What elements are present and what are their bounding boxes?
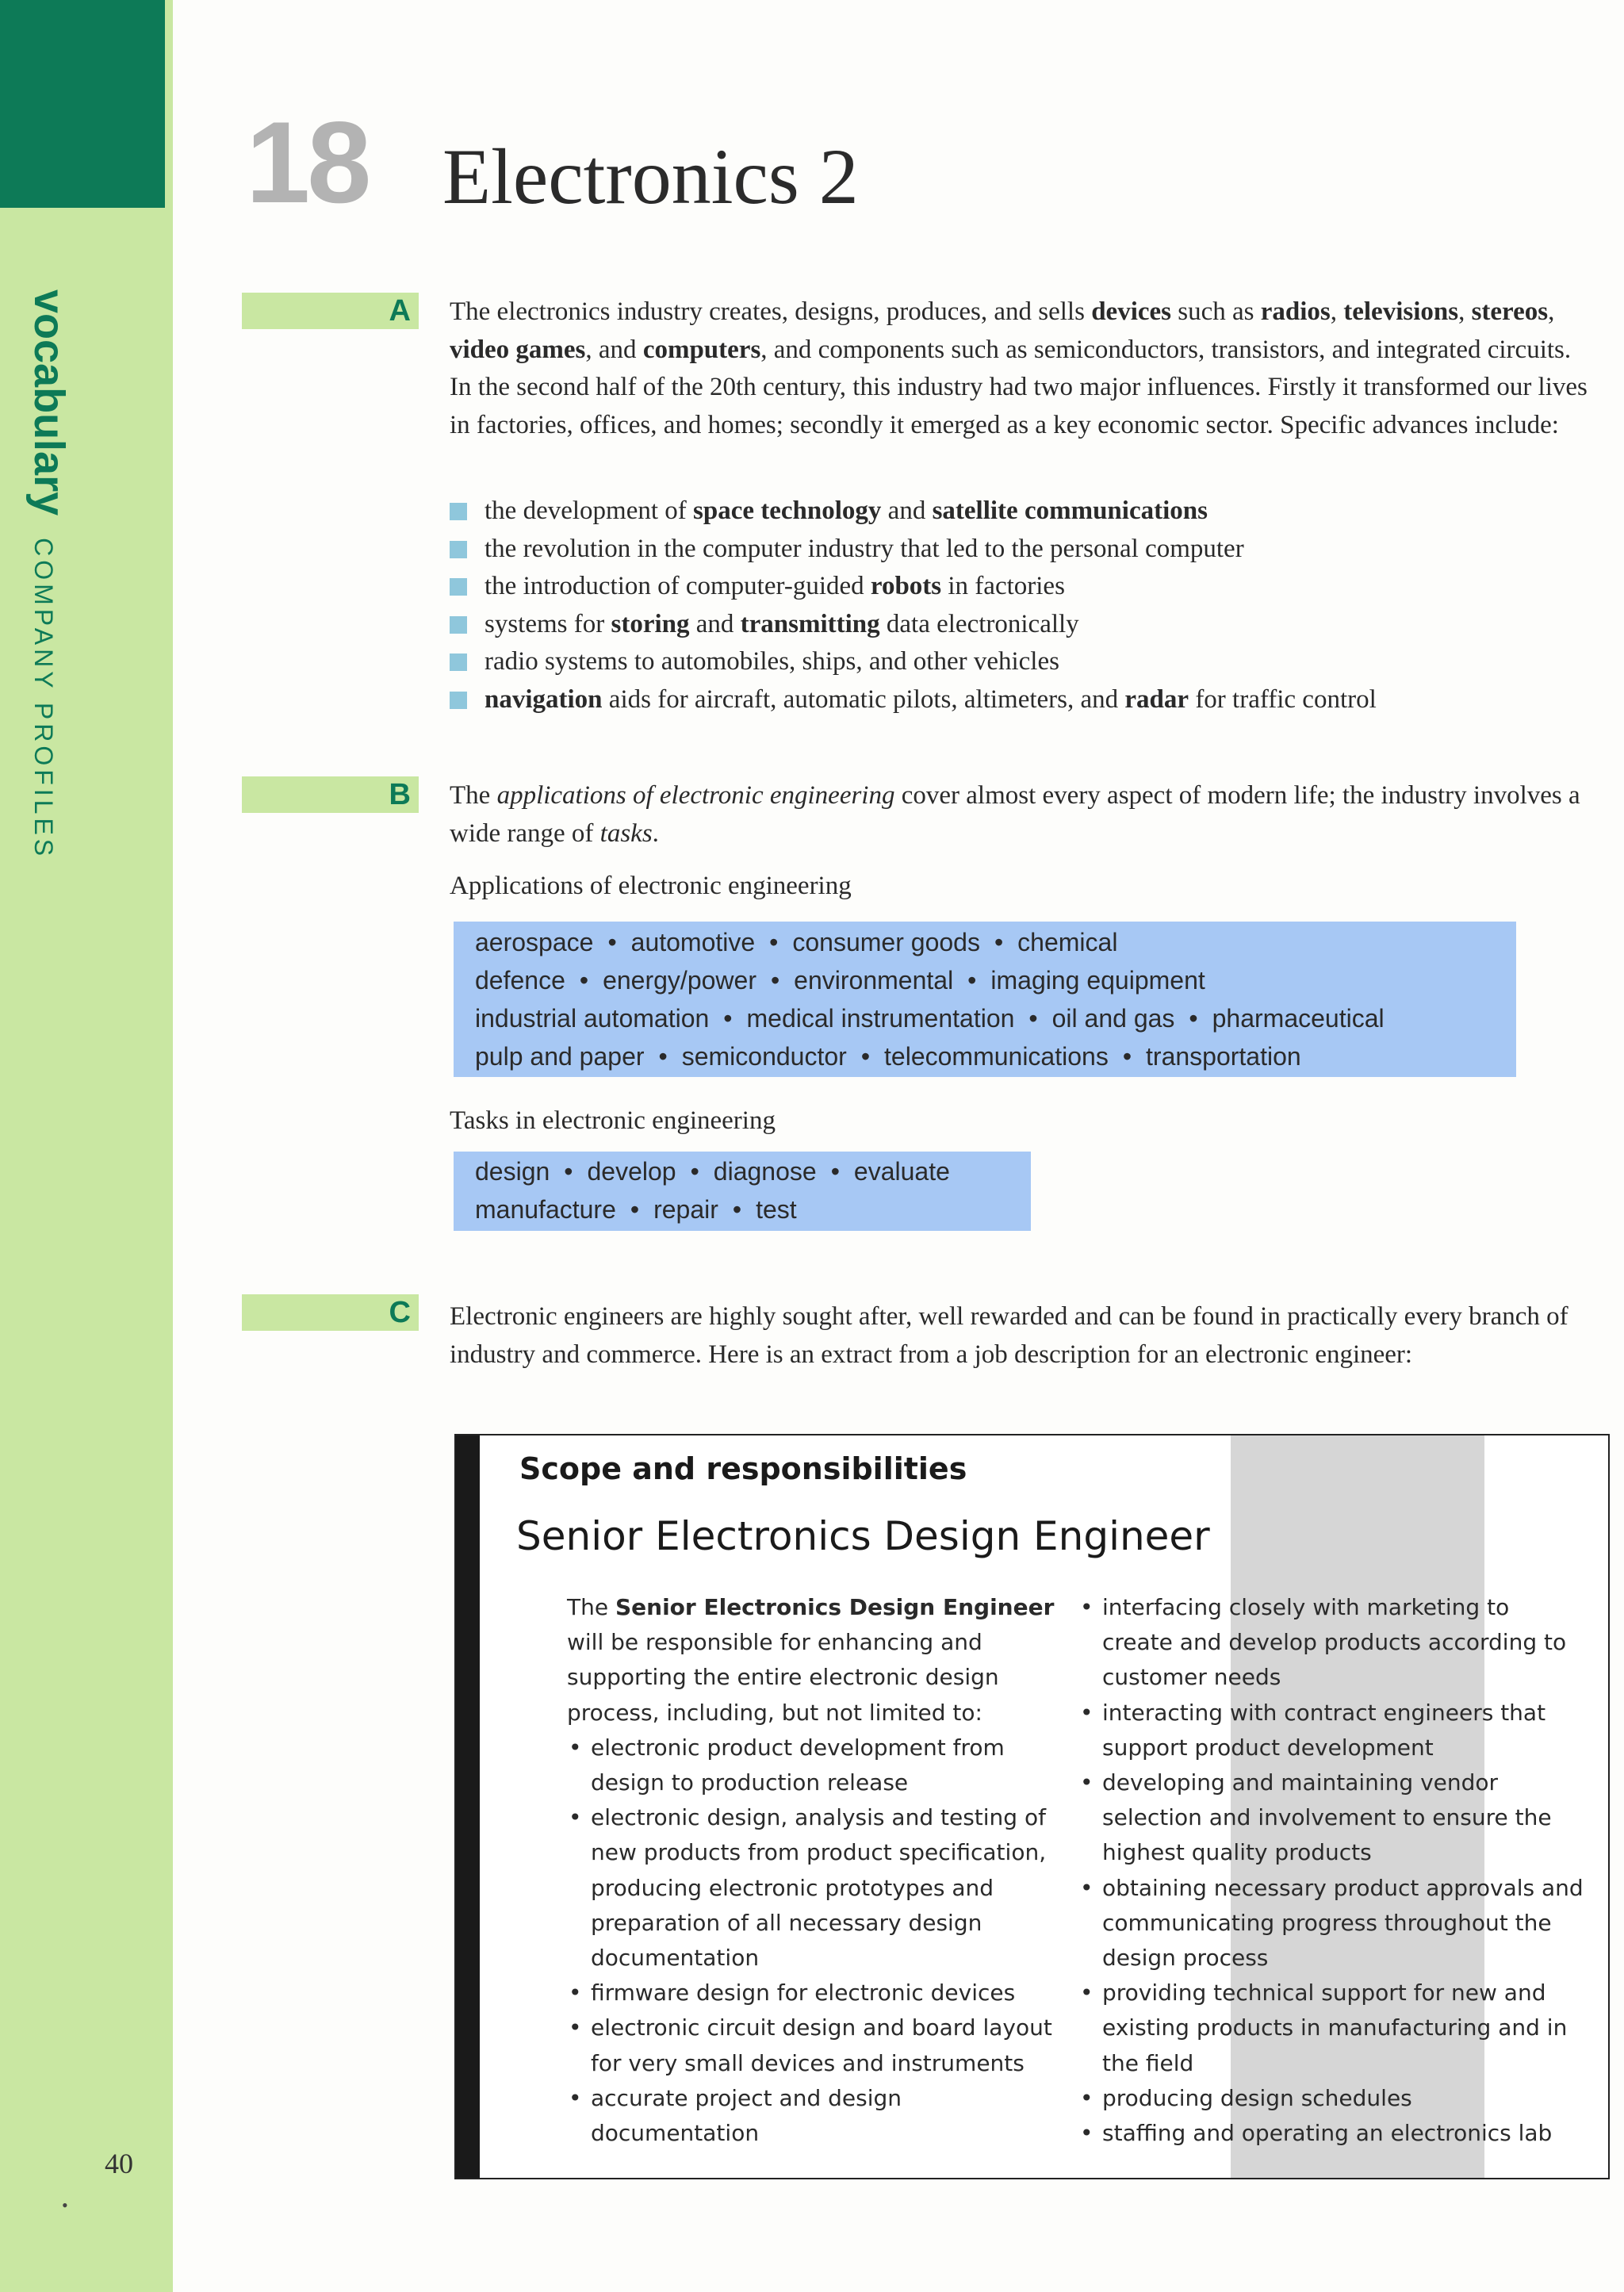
text-run: radio systems to automobiles, ships, and other vehicles bbox=[485, 647, 1059, 676]
text-run: , and bbox=[585, 335, 643, 364]
text-run: , and components such as semiconductors, transistors, and integrated circuits. In the second half of the 20th century, this industry had two major influences. Firstly it transformed our lives in factories, offices, and homes; secondly it emerged as a key economic sector. Specific advances include: bbox=[450, 335, 1588, 439]
bold-term: robots bbox=[870, 572, 942, 601]
application-row bbox=[475, 1037, 1516, 1075]
text-run: in factories bbox=[941, 572, 1065, 601]
print-speck: • bbox=[62, 2195, 68, 2215]
bullet-item bbox=[450, 643, 1377, 681]
section-a-bullets bbox=[450, 493, 1377, 719]
task-item: design bbox=[475, 1157, 550, 1186]
section-c-tab: C bbox=[242, 1294, 419, 1331]
text-run: aids for aircraft, automatic pilots, altimeters, and bbox=[602, 684, 1125, 714]
bold-term: video games bbox=[450, 335, 586, 364]
application-item: • oil and gas bbox=[1014, 1004, 1174, 1033]
bold-term: space technology bbox=[693, 496, 882, 525]
bullet-item bbox=[450, 681, 1377, 719]
bold-term: satellite communications bbox=[932, 496, 1208, 525]
responsibility-item: • producing design schedules bbox=[1078, 2081, 1586, 2116]
job-description-box bbox=[454, 1434, 1610, 2179]
section-b-text-2: cover almost every aspect of modern life; the industry involves a wide range of bbox=[450, 781, 1580, 848]
section-a-paragraph bbox=[450, 293, 1598, 444]
responsibility-item: • staffing and operating an electronics lab bbox=[1078, 2116, 1586, 2151]
task-item: • test bbox=[718, 1195, 797, 1224]
job-intro bbox=[567, 1590, 1059, 1730]
text-run: and bbox=[881, 496, 933, 525]
job-left-list bbox=[567, 1730, 1059, 2151]
bold-term: navigation bbox=[485, 684, 603, 714]
bullet-item bbox=[450, 531, 1377, 569]
application-item: • transportation bbox=[1109, 1042, 1301, 1071]
job-heading: Scope and responsibilities bbox=[519, 1451, 967, 1486]
job-right-list bbox=[1078, 1590, 1586, 2151]
task-item: • repair bbox=[616, 1195, 718, 1224]
task-item: • evaluate bbox=[817, 1157, 950, 1186]
text-run: , bbox=[1548, 297, 1555, 326]
tasks-heading: Tasks in electronic engineering bbox=[450, 1106, 776, 1135]
text-run: and bbox=[689, 609, 741, 638]
application-item: • chemical bbox=[980, 928, 1117, 956]
task-item: • diagnose bbox=[676, 1157, 817, 1186]
text-run: for traffic control bbox=[1189, 684, 1377, 714]
job-right-column bbox=[1078, 1590, 1586, 2151]
bold-term: computers bbox=[642, 335, 761, 364]
section-b-italic-1: applications of electronic engineering bbox=[496, 781, 895, 810]
application-item: pulp and paper bbox=[475, 1042, 645, 1071]
bold-term: stereos bbox=[1471, 297, 1549, 326]
application-item: defence bbox=[475, 966, 565, 995]
application-item: • semiconductor bbox=[645, 1042, 847, 1071]
job-intro-end: will be responsible for enhancing and supporting the entire electronic design process, including, but not limited to: bbox=[567, 1629, 999, 1726]
job-intro-start: The bbox=[567, 1594, 615, 1620]
text-run: , bbox=[1330, 297, 1344, 326]
bold-term: storing bbox=[611, 609, 690, 638]
responsibility-item: • providing technical support for new and existing products in manufacturing and in the field bbox=[1078, 1976, 1586, 2081]
side-title-main: vocabulary bbox=[25, 289, 73, 516]
text-run: The electronics industry creates, designs, produces, and sells bbox=[450, 297, 1092, 326]
job-title: Senior Electronics Design Engineer bbox=[516, 1513, 1210, 1559]
section-b-italic-2: tasks bbox=[599, 818, 653, 848]
responsibility-item: • electronic circuit design and board layout for very small devices and instruments bbox=[567, 2010, 1059, 2080]
bullet-item bbox=[450, 568, 1377, 606]
section-b-text-1: The bbox=[450, 781, 497, 810]
applications-heading: Applications of electronic engineering bbox=[450, 872, 852, 900]
application-row bbox=[475, 961, 1516, 999]
side-title-sub: COMPANY PROFILES bbox=[29, 538, 58, 860]
responsibility-item: • firmware design for electronic devices bbox=[567, 1976, 1059, 2010]
application-item: industrial automation bbox=[475, 1004, 710, 1033]
bold-term: radar bbox=[1124, 684, 1189, 714]
section-b-tab: B bbox=[242, 776, 419, 813]
tasks-box bbox=[454, 1152, 1031, 1231]
bullet-item bbox=[450, 606, 1377, 644]
bold-term: televisions bbox=[1343, 297, 1459, 326]
applications-box bbox=[454, 922, 1516, 1077]
task-row bbox=[475, 1190, 1031, 1228]
text-run: the introduction of computer-guided bbox=[485, 572, 871, 601]
bold-term: radios bbox=[1260, 297, 1331, 326]
job-decor-bar bbox=[456, 1435, 480, 2178]
task-item: • develop bbox=[550, 1157, 676, 1186]
application-item: • telecommunications bbox=[847, 1042, 1109, 1071]
application-item: • automotive bbox=[593, 928, 755, 956]
side-title bbox=[25, 289, 74, 860]
application-item: aerospace bbox=[475, 928, 594, 956]
text-run: systems for bbox=[485, 609, 611, 638]
job-left-column bbox=[567, 1590, 1059, 2151]
job-intro-bold: Senior Electronics Design Engineer bbox=[615, 1594, 1055, 1620]
bullet-item bbox=[450, 493, 1377, 531]
responsibility-item: • developing and maintaining vendor selection and involvement to ensure the highest quality products bbox=[1078, 1765, 1586, 1871]
responsibility-item: • obtaining necessary product approvals and communicating progress throughout the design process bbox=[1078, 1871, 1586, 1976]
task-item: manufacture bbox=[475, 1195, 616, 1224]
text-run: the revolution in the computer industry that led to the personal computer bbox=[485, 534, 1244, 563]
section-c-paragraph: Electronic engineers are highly sought after, well rewarded and can be found in practically every branch of industry and commerce. Here is an extract from a job description for an electronic engineer: bbox=[450, 1302, 1568, 1369]
application-item: • environmental bbox=[756, 966, 953, 995]
application-item: • consumer goods bbox=[755, 928, 980, 956]
application-row bbox=[475, 999, 1516, 1037]
application-item: • medical instrumentation bbox=[709, 1004, 1014, 1033]
application-item: • pharmaceutical bbox=[1174, 1004, 1384, 1033]
side-strip-header bbox=[0, 0, 165, 208]
application-row bbox=[475, 923, 1516, 961]
responsibility-item: • electronic design, analysis and testing of new products from product specification, producing electronic prototypes and preparation of all necessary design documentation bbox=[567, 1800, 1059, 1976]
text-run: such as bbox=[1171, 297, 1261, 326]
bold-term: transmitting bbox=[740, 609, 880, 638]
task-row bbox=[475, 1152, 1031, 1190]
text-run: , bbox=[1458, 297, 1472, 326]
unit-number: 18 bbox=[246, 98, 369, 227]
text-run: the development of bbox=[485, 496, 694, 525]
text-run: data electronically bbox=[879, 609, 1079, 638]
section-a-tab: A bbox=[242, 293, 419, 329]
application-item: • energy/power bbox=[565, 966, 756, 995]
responsibility-item: • electronic product development from design to production release bbox=[567, 1730, 1059, 1800]
bold-term: devices bbox=[1091, 297, 1171, 326]
responsibility-item: • interfacing closely with marketing to create and develop products according to customer needs bbox=[1078, 1590, 1586, 1696]
responsibility-item: • accurate project and design documentation bbox=[567, 2081, 1059, 2151]
application-item: • imaging equipment bbox=[953, 966, 1205, 995]
section-b-text-3: . bbox=[652, 818, 659, 848]
page-number: 40 bbox=[105, 2148, 133, 2179]
unit-title: Electronics 2 bbox=[442, 132, 859, 220]
responsibility-item: • interacting with contract engineers that support product development bbox=[1078, 1696, 1586, 1765]
section-b-paragraph bbox=[450, 777, 1598, 853]
